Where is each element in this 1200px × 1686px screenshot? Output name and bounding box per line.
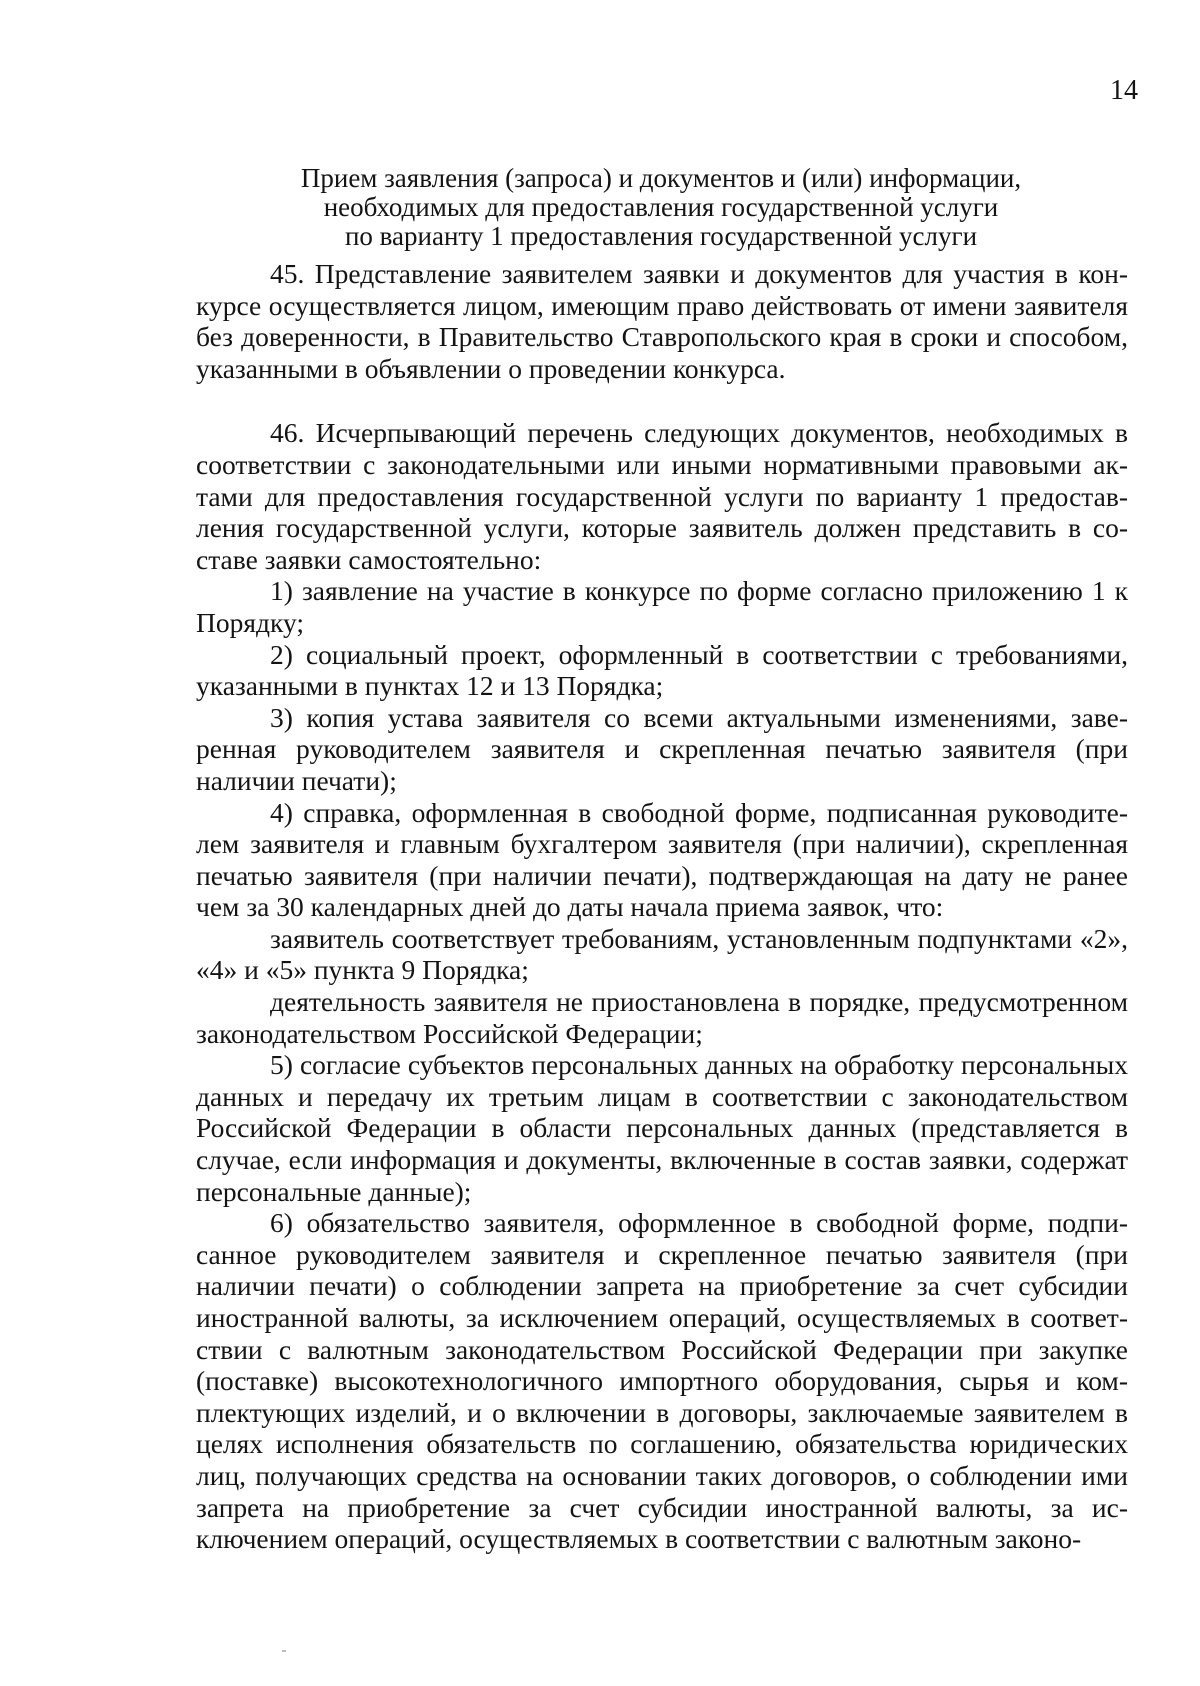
list-item-4-sub-1: заявитель соответствует требованиям, установленным подпунктами «2», «4» и «5» пункта 9 Порядка; [196, 922, 1128, 986]
paragraph-46: 46. Исчерпывающий перечень следующих документов, необходимых в соответствии с законодательными или иными нормативными правовыми актами для предоставления государственной услуги по варианту 1 предоставления государственной услуги, которые заявитель должен представить в составе заявки самостоятельно: [196, 417, 1128, 575]
list-item-2: 2) социальный проект, оформленный в соответствии с требованиями, указанными в пунктах 12 и 13 Порядка; [196, 638, 1128, 702]
list-item-1: 1) заявление на участие в конкурсе по форме согласно приложению 1 к Порядку; [196, 575, 1128, 638]
heading-line: необходимых для предоставления государственной услуги [323, 192, 999, 222]
list-item-4-sub-2: деятельность заявителя не приостановлена в порядке, предусмотренном законодательством Российской Федерации; [196, 986, 1128, 1049]
paragraph-45: 45. Представление заявителем заявки и документов для участия в конкурсе осуществляется лицом, имеющим право действовать от имени заявителя без доверенности, в Правительство Ставропольского края в сроки и способом, указанными в объявлении о проведении конкурса. [196, 258, 1128, 384]
list-item-5: 5) согласие субъектов персональных данных на обработку персональных данных и передачу их третьим лицам в соответствии с законодательством Российской Федерации в области персональных данных (представляется в случае, если информация и документы, включенные в состав заявки, содержат персональные данные); [196, 1049, 1128, 1207]
list-item-4: 4) справка, оформленная в свободной форме, подписанная руководителем заявителя и главным бухгалтером заявителя (при наличии), скрепленная печатью заявителя (при наличии печати), подтверждающая на дату не ранее чем за 30 календарных дней до даты начала приема заявок, что: [196, 796, 1128, 923]
list-item-3: 3) копия устава заявителя со всеми актуальными изменениями, заверенная руководителем заявителя и скрепленная печатью заявителя (при наличии печати); [196, 701, 1128, 796]
heading-line: Прием заявления (запроса) и документов и (или) информации, [300, 163, 1022, 193]
page-number: 14 [1110, 75, 1138, 106]
document-body [196, 258, 1128, 1555]
heading-line: по варианту 1 предоставления государственной услуги [344, 221, 978, 251]
section-heading [196, 164, 1126, 251]
scan-speck [282, 1650, 286, 1652]
list-item-6: 6) обязательство заявителя, оформленное в свободной форме, подписанное руководителем заявителя и скрепленное печатью заявителя (при наличии печати) о соблюдении запрета на приобретение за счет субсидии иностранной валюты, за исключением операций, осуществляемых в соответствии с валютным законодательством Российской Федерации при закупке (поставке) высокотехнологичного импортного оборудования, сырья и комплектующих изделий, и о включении в договоры, заключаемые заявителем в целях исполнения обязательств по соглашению, обязательства юридических лиц, получающих средства на основании таких договоров, о соблюдении ими запрета на приобретение за счет субсидии иностранной валюты, за исключением операций, осуществляемых в соответствии с валютным законо- [196, 1207, 1128, 1555]
